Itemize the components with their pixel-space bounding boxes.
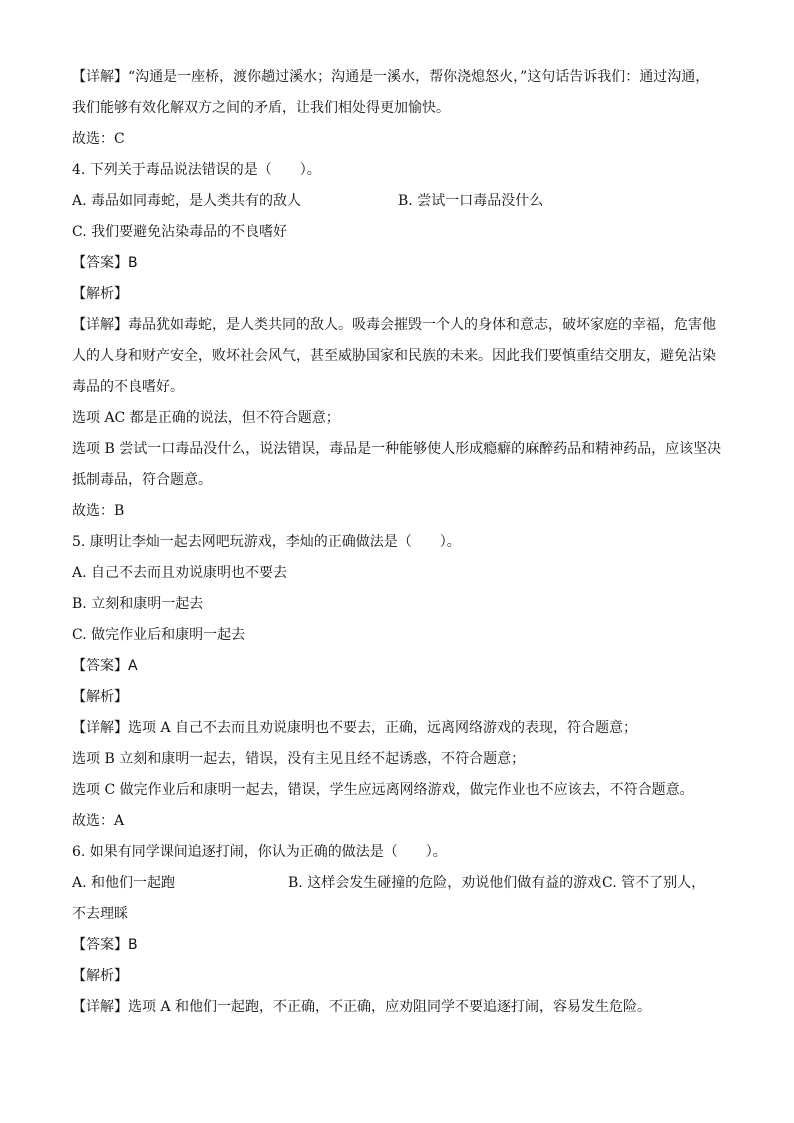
answer-choice: 故选：B	[72, 503, 125, 519]
option-c-continuation: 不去理睬	[72, 906, 128, 922]
detail-text: 选项 B 尝试一口毒品没什么，说法错误，毒品是一种能够使人形成瘾癖的麻醉药品和精神药品，应该坚决	[72, 441, 722, 457]
option-b: B. 这样会发生碰撞的危险，劝说他们做有益的游戏	[288, 875, 602, 891]
detail-text: 选项 B 立刻和康明一起去，错误，没有主见且经不起诱惑，不符合题意；	[72, 751, 526, 767]
detail-text: 【详解】毒品犹如毒蛇，是人类共同的敌人。吸毒会摧毁一个人的身体和意志，破坏家庭的幸福，危害他	[72, 317, 716, 333]
detail-text: 我们能够有效化解双方之间的矛盾，让我们相处得更加愉快。	[72, 100, 450, 116]
detail-text: 【详解】“沟通是一座桥，渡你趟过溪水；沟通是一溪水，帮你浇熄怒火，”这句话告诉我们：通过沟通，	[72, 69, 710, 85]
option-row	[72, 868, 722, 899]
question-stem: 4. 下列关于毒品说法错误的是（ ）。	[72, 162, 321, 178]
option-a: A. 自己不去而且劝说康明也不要去	[72, 565, 288, 581]
option-c: C. 管不了别人，	[602, 875, 706, 891]
analysis-label: 【解析】	[72, 286, 128, 302]
analysis-label: 【解析】	[72, 689, 128, 705]
option-c: C. 我们要避免沾染毒品的不良嗜好	[72, 224, 288, 240]
option-b: B. 尝试一口毒品没什么	[398, 193, 544, 209]
option-row	[72, 186, 722, 217]
question-stem: 5. 康明让李灿一起去网吧玩游戏，李灿的正确做法是（ ）。	[72, 534, 461, 550]
detail-text: 抵制毒品，符合题意。	[72, 472, 212, 488]
detail-text: 选项 AC 都是正确的说法，但不符合题意；	[72, 410, 340, 426]
document-page	[72, 62, 722, 1023]
detail-text: 人的人身和财产安全，败坏社会风气，甚至威胁国家和民族的未来。因此我们要慎重结交朋友，避免沾染	[72, 348, 716, 364]
detail-text: 毒品的不良嗜好。	[72, 379, 184, 395]
answer-label: 【答案】B	[72, 937, 138, 953]
detail-text: 【详解】选项 A 自己不去而且劝说康明也不要去，正确，远离网络游戏的表现，符合题意；	[72, 720, 638, 736]
option-a: A. 和他们一起跑	[72, 875, 176, 891]
detail-text: 选项 C 做完作业后和康明一起去，错误，学生应远离网络游戏，做完作业也不应该去，不符合题意。	[72, 782, 694, 798]
answer-label: 【答案】B	[72, 255, 138, 271]
answer-label: 【答案】A	[72, 658, 138, 674]
answer-choice: 故选：C	[72, 131, 125, 147]
option-a: A. 毒品如同毒蛇，是人类共有的敌人	[72, 193, 302, 209]
option-b: B. 立刻和康明一起去	[72, 596, 204, 612]
question-stem: 6. 如果有同学课间追逐打闹，你认为正确的做法是（ ）。	[72, 844, 447, 860]
answer-choice: 故选：A	[72, 813, 125, 829]
option-c: C. 做完作业后和康明一起去	[72, 627, 246, 643]
analysis-label: 【解析】	[72, 968, 128, 984]
detail-text: 【详解】选项 A 和他们一起跑，不正确，不正确，应劝阻同学不要追逐打闹，容易发生危险。	[72, 999, 652, 1015]
